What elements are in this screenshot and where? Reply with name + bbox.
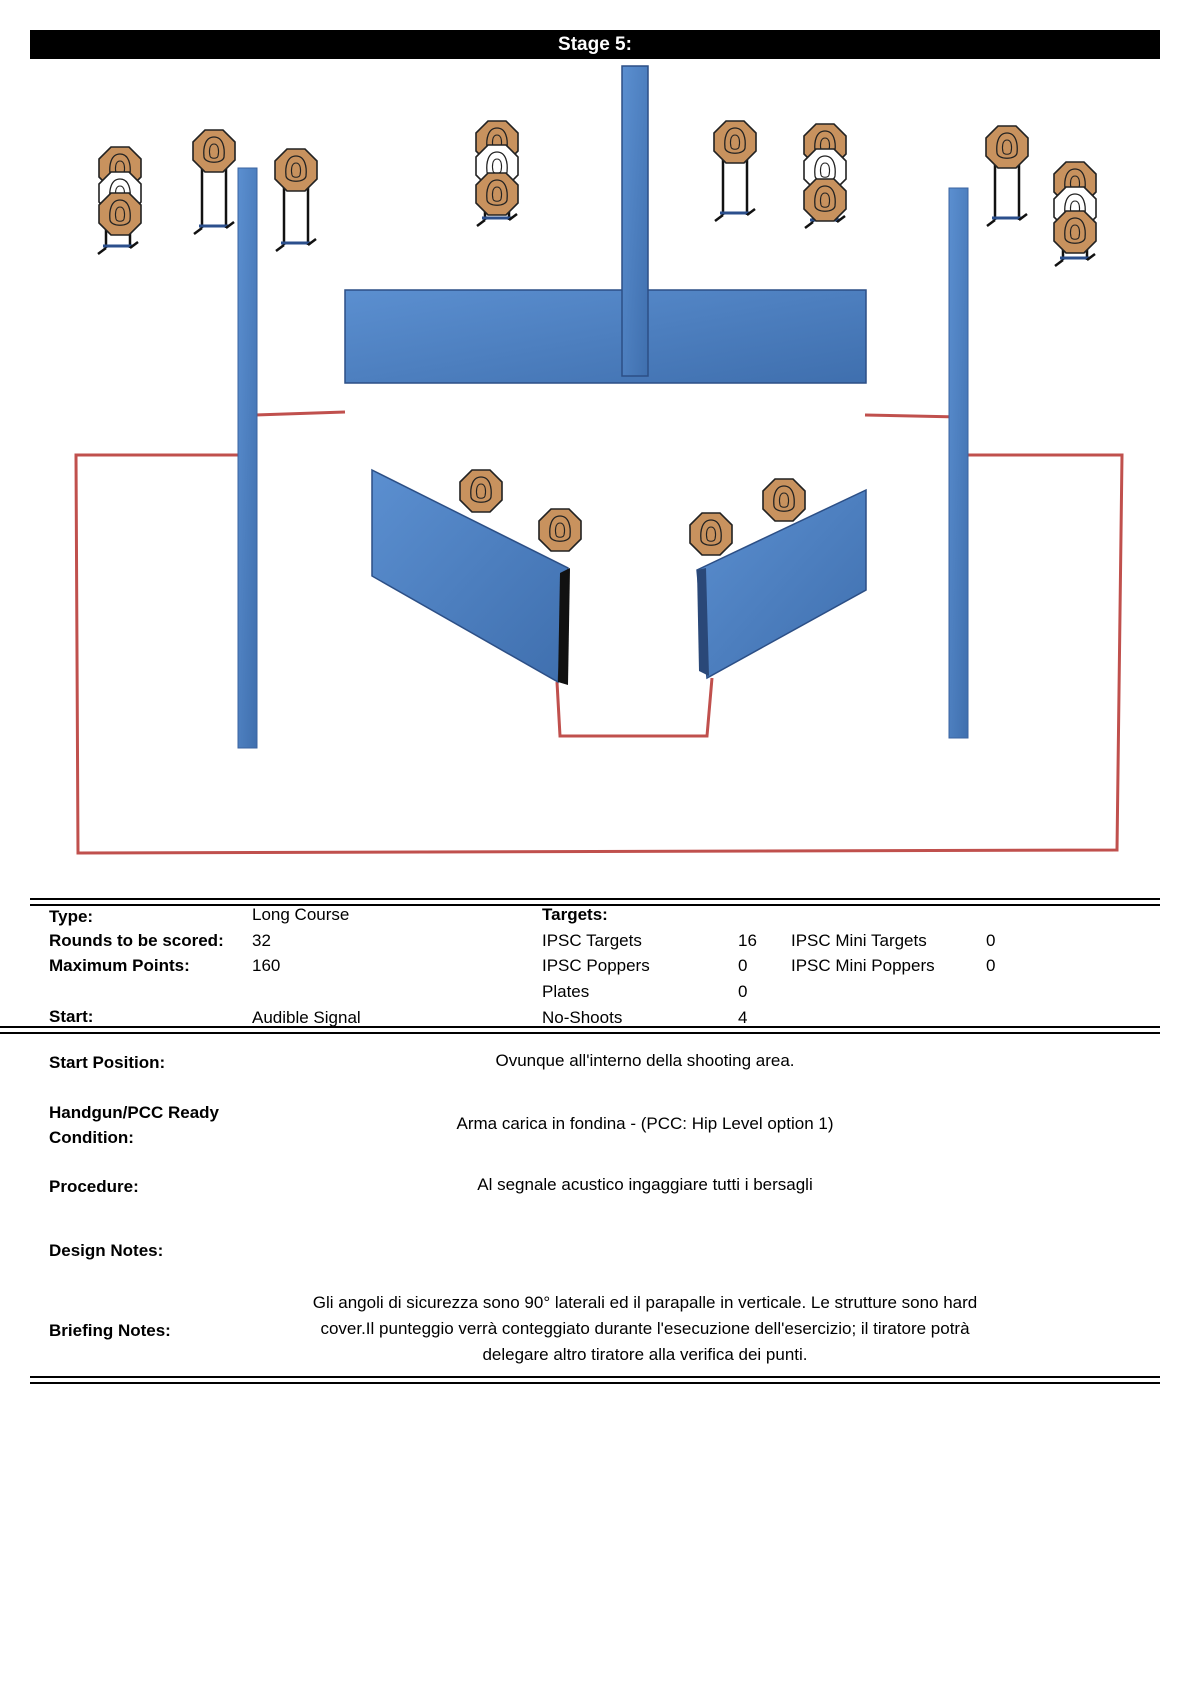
walls (238, 66, 968, 748)
ipsc-mini-poppers-value: 0 (986, 956, 996, 975)
ipsc-targets-label: IPSC Targets (542, 931, 642, 950)
targets-heading: Targets: (542, 905, 608, 924)
points-label: Maximum Points: (49, 956, 190, 975)
ipsc-mini-targets-label: IPSC Mini Targets (791, 931, 927, 950)
ready-value: Arma carica in fondina - (PCC: Hip Level option 1) (456, 1114, 834, 1133)
rounds-label: Rounds to be scored: (49, 931, 224, 950)
ipsc-targets-value: 16 (738, 931, 757, 950)
plates-value: 0 (738, 982, 748, 1001)
no-shoots-value: 4 (738, 1008, 748, 1027)
ipsc-mini-targets-value: 0 (986, 931, 996, 950)
no-shoots-label: No-Shoots (542, 1008, 623, 1027)
rounds-value: 32 (252, 931, 271, 950)
points-value: 160 (252, 956, 281, 975)
stage-title-bar (30, 30, 1160, 59)
stage-title: Stage 5: (558, 34, 632, 55)
design-notes-label: Design Notes: (49, 1241, 164, 1260)
middle-rule (0, 1026, 1160, 1034)
ready-label-line2: Condition: (49, 1128, 134, 1147)
start-label: Start: (49, 1007, 94, 1026)
ipsc-poppers-label: IPSC Poppers (542, 956, 650, 975)
procedure-value: Al segnale acustico ingaggiare tutti i bersagli (477, 1175, 813, 1194)
bottom-rule (30, 1376, 1160, 1384)
briefing-notes-value (260, 1290, 1030, 1368)
briefing-line-1: Gli angoli di sicurezza sono 90° laterali ed il parapalle in verticale. Le strutture sono hard (312, 1293, 978, 1312)
ipsc-mini-poppers-label: IPSC Mini Poppers (791, 956, 935, 975)
briefing-notes-label: Briefing Notes: (49, 1321, 171, 1340)
plates-label: Plates (542, 982, 590, 1001)
stage-diagram (0, 60, 1191, 880)
briefing-line-3: delegare altro tiratore alla verifica dei punti. (482, 1345, 808, 1364)
type-label: Type: (49, 907, 94, 926)
briefing-line-2: cover.Il punteggio verrà conteggiato durante l'esecuzione dell'esercizio; il tiratore potrà (320, 1319, 970, 1338)
ipsc-poppers-value: 0 (738, 956, 748, 975)
type-value: Long Course (252, 905, 350, 924)
procedure-label: Procedure: (49, 1177, 139, 1196)
ready-label-line1: Handgun/PCC Ready (49, 1103, 220, 1122)
start-position-value: Ovunque all'interno della shooting area. (495, 1051, 795, 1070)
start-position-label: Start Position: (49, 1053, 166, 1072)
start-value: Audible Signal (252, 1008, 361, 1027)
